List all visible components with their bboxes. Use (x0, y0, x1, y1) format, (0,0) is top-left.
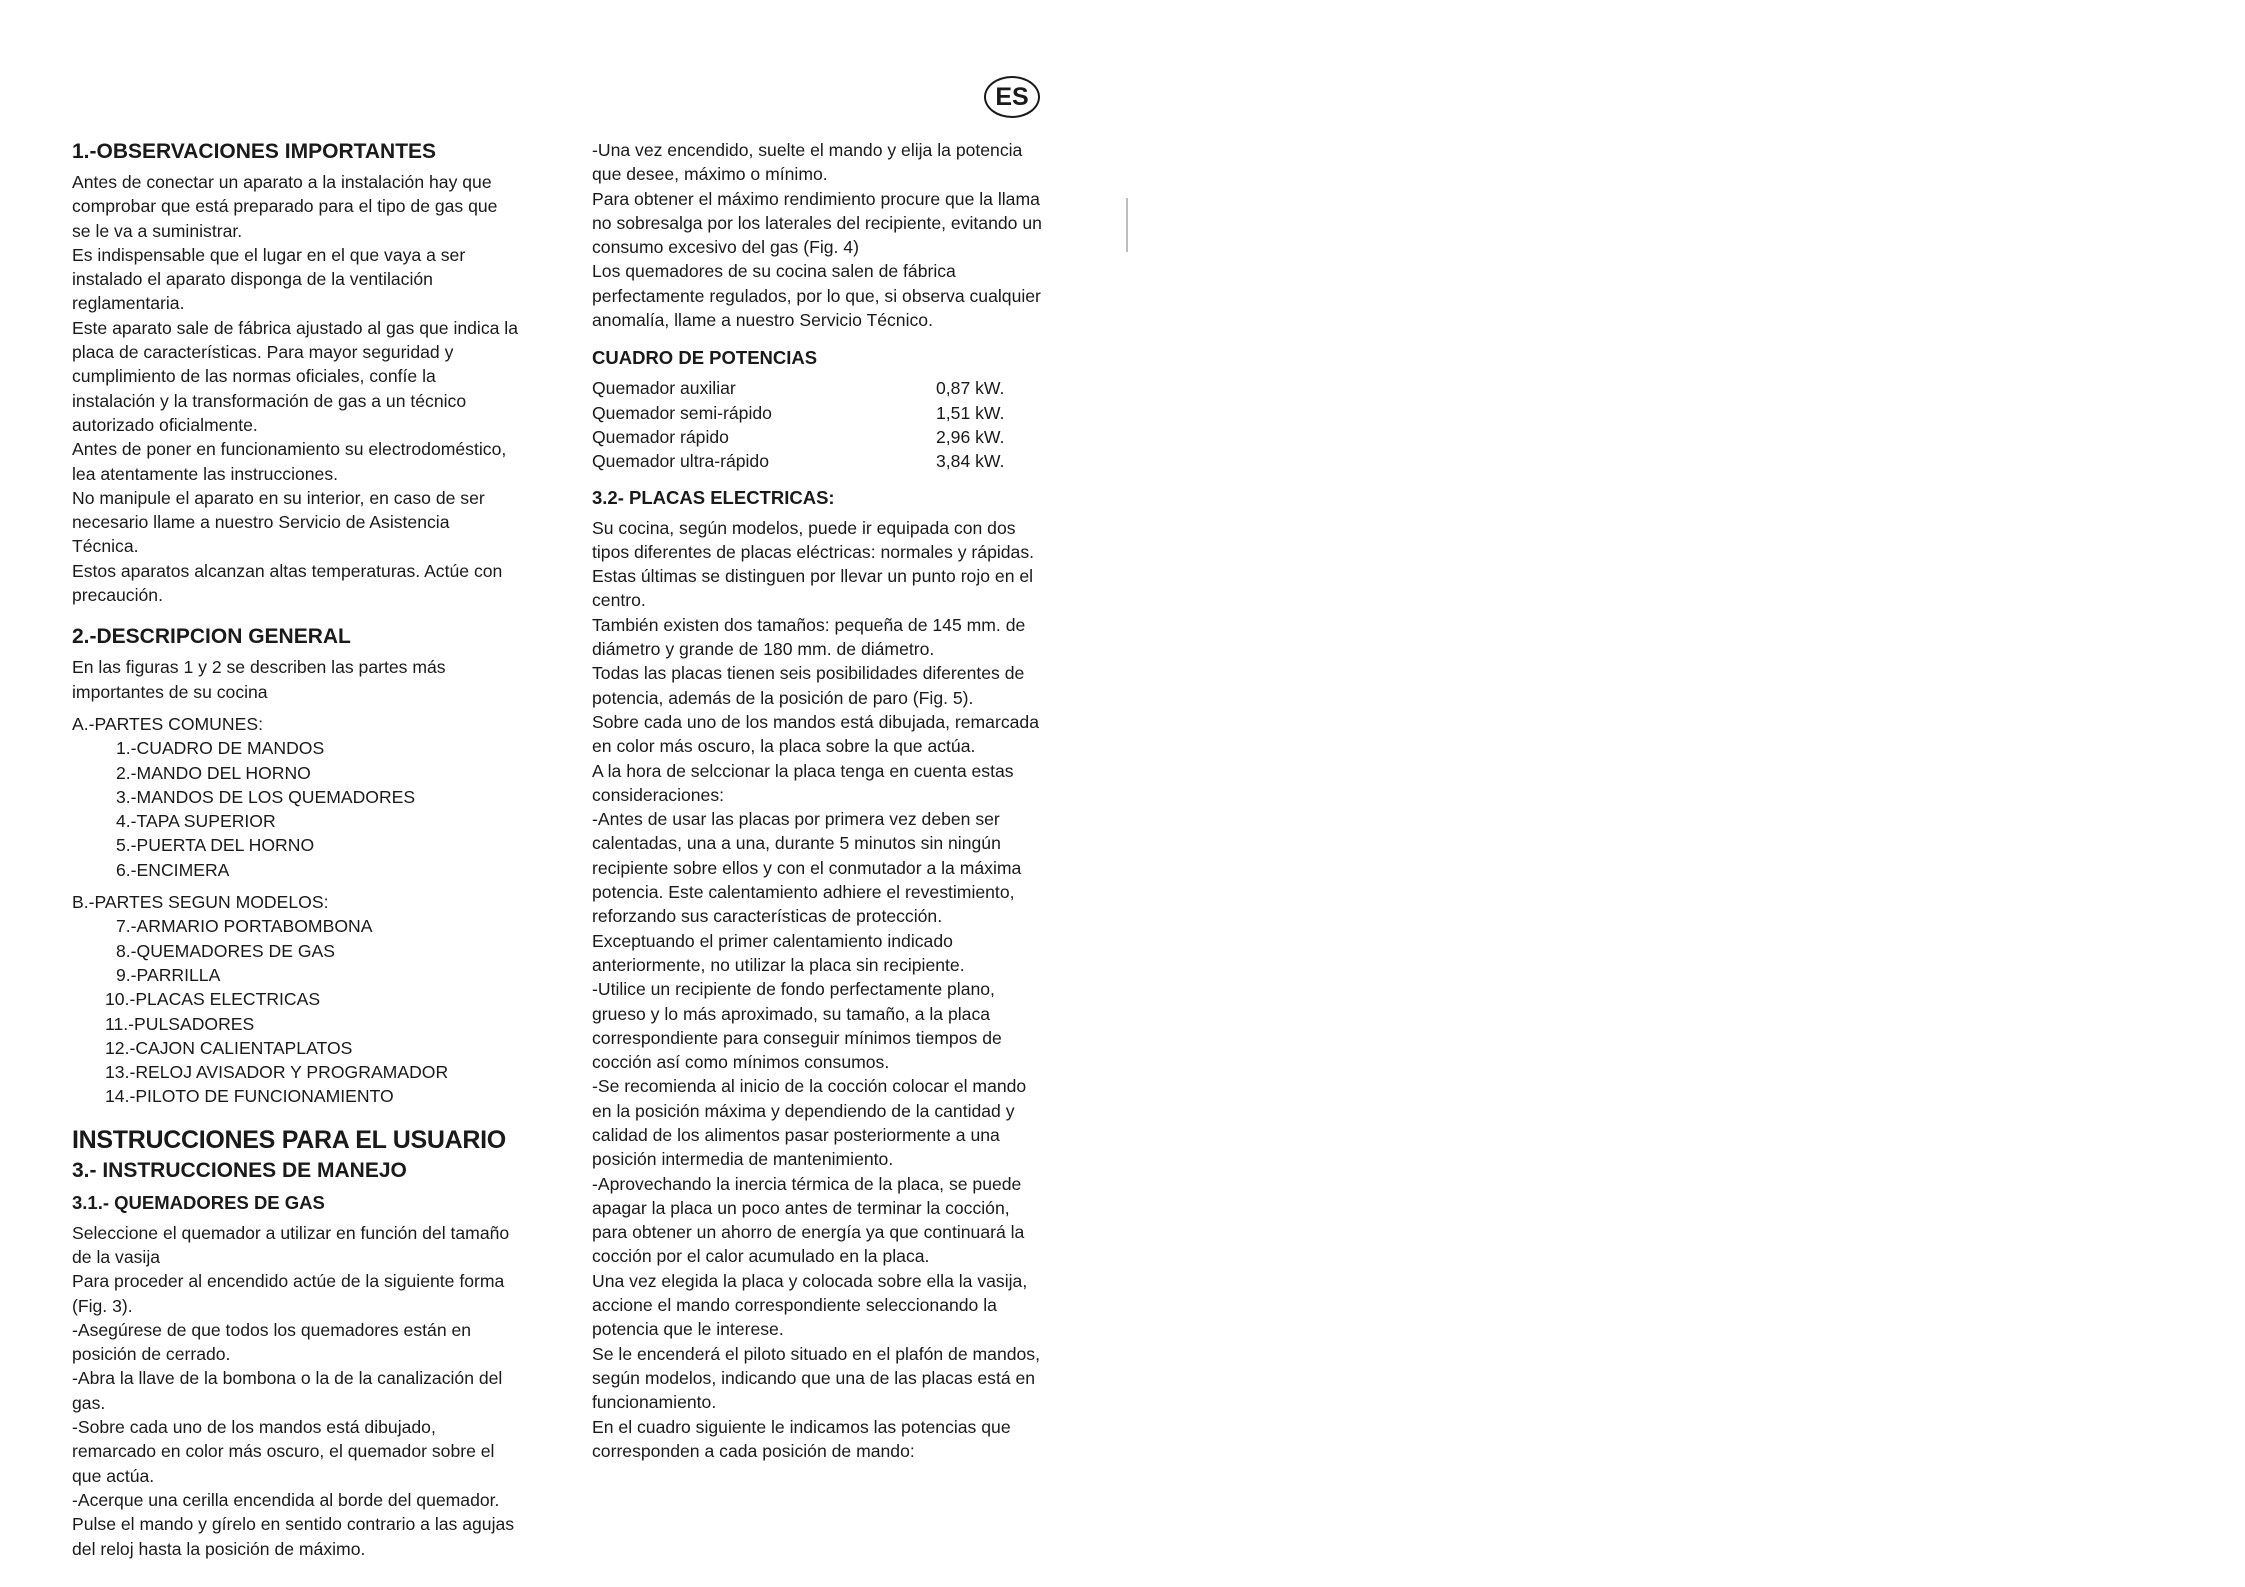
paragraph: Para proceder al encendido actúe de la siguiente forma (Fig. 3). (72, 1271, 505, 1316)
group-label: A.-PARTES COMUNES: (72, 713, 263, 734)
paragraph: Antes de conectar un aparato a la instalación hay que comprobar que está preparado para el tipo de gas que se le va a suministrar. (72, 172, 498, 241)
table-row (592, 401, 1004, 425)
parts-group-b (72, 890, 518, 1109)
subsection-title-quemadores: 3.1.- QUEMADORES DE GAS (72, 1191, 325, 1213)
paragraph: En las figuras 1 y 2 se describen las partes más importantes de su cocina (72, 657, 446, 702)
table-row (592, 425, 1004, 449)
section-title-manejo: 3.- INSTRUCCIONES DE MANEJO (72, 1158, 407, 1182)
paragraph: Estas últimas se distinguen por llevar un punto rojo en el centro. (592, 566, 1034, 611)
burner-name: Quemador auxiliar (592, 378, 736, 399)
margin-mark (1126, 198, 1128, 252)
instructions-heading: INSTRUCCIONES PARA EL USUARIO (72, 1125, 506, 1154)
paragraph: -Asegúrese de que todos los quemadores están en posición de cerrado. (72, 1319, 472, 1365)
paragraph: Es indispensable que el lugar en el que vaya a ser instalado el aparato disponga de la ventilación reglamentaria. (72, 244, 466, 314)
paragraph: Antes de poner en funcionamiento su electrodoméstico, lea atentamente las instrucciones. (72, 439, 507, 484)
burner-name: Quemador rápido (592, 426, 729, 447)
list-item: 13.-RELOJ AVISADOR Y PROGRAMADOR (105, 1062, 449, 1083)
paragraph: Su cocina, según modelos, puede ir equipada con dos tipos diferentes de placas eléctricas: normales y rápidas. (592, 517, 1035, 562)
left-column (72, 138, 518, 1561)
list-item: 11.-PULSADORES (105, 1013, 255, 1034)
right-column (592, 138, 1042, 1463)
paragraph: Se le encenderá el piloto situado en el plafón de mandos, según modelos, indicando que una de las placas está en funcionamiento. (592, 1343, 1040, 1413)
list-item: 2.-MANDO DEL HORNO (116, 762, 311, 783)
list-item: 14.-PILOTO DE FUNCIONAMIENTO (105, 1086, 394, 1107)
paragraph: Una vez elegida la placa y colocada sobre ella la vasija, accione el mando correspondiente seleccionando la potencia que le interese. (592, 1270, 1028, 1340)
paragraph: -Una vez encendido, suelte el mando y elija la potencia que desee, máximo o mínimo. (592, 140, 1023, 185)
burner-name: Quemador semi-rápido (592, 402, 772, 423)
paragraph: Seleccione el quemador a utilizar en función del tamaño de la vasija (72, 1222, 510, 1267)
burner-name: Quemador ultra-rápido (592, 451, 770, 472)
section-title-descripcion: 2.-DESCRIPCION GENERAL (72, 625, 351, 649)
paragraph: A la hora de selccionar la placa tenga en cuenta estas consideraciones: (592, 760, 1014, 805)
paragraph: -Sobre cada uno de los mandos está dibujado, remarcado en color más oscuro, el quemador sobre el que actúa. (72, 1417, 495, 1486)
paragraph: -Se recomienda al inicio de la cocción colocar el mando en la posición máxima y dependiendo de la cantidad y calidad de los alimentos pasar posteriormente a una posición intermedia de mantenimiento. (592, 1076, 1027, 1170)
paragraph: -Utilice un recipiente de fondo perfectamente plano, grueso y lo más aproximado, su tamaño, a la placa correspondiente para conseguir mínimos tiempos de cocción así como mínimos consumos. (592, 979, 1002, 1073)
group-label: B.-PARTES SEGUN MODELOS: (72, 892, 329, 913)
list-item: 1.-CUADRO DE MANDOS (116, 738, 325, 759)
list-item: 5.-PUERTA DEL HORNO (116, 835, 315, 856)
paragraph: -Antes de usar las placas por primera vez deben ser calentadas, una a una, durante 5 minutos sin ningún recipiente sobre ellos y con el conmutador a la máxima potencia. Este calentamiento adhiere el revestimiento, reforzando sus características de protección. (592, 809, 1022, 927)
parts-group-a (72, 712, 518, 882)
list-item: 12.-CAJON CALIENTAPLATOS (105, 1037, 353, 1058)
paragraph: Para obtener el máximo rendimiento procure que la llama no sobresalga por los laterales del recipiente, evitando un consumo excesivo del gas (Fig. 4) (592, 188, 1042, 258)
list-item: 3.-MANDOS DE LOS QUEMADORES (116, 786, 416, 807)
list-item: 4.-TAPA SUPERIOR (116, 811, 276, 832)
power-table-title: CUADRO DE POTENCIAS (592, 347, 818, 369)
paragraph: Este aparato sale de fábrica ajustado al gas que indica la placa de características. Para mayor seguridad y cumplimiento de las normas oficiales, confíe la instalación y la transformación de gas a un técnico autorizado oficialmente. (72, 317, 519, 435)
paragraph: Estos aparatos alcanzan altas temperaturas. Actúe con precaución. (72, 560, 503, 606)
burner-power: 1,51 kW. (936, 402, 1005, 423)
section-title-observaciones: 1.-OBSERVACIONES IMPORTANTES (72, 140, 437, 163)
paragraph: También existen dos tamaños: pequeña de 145 mm. de diámetro y grande de 180 mm. de diámetro. (592, 614, 1026, 660)
table-row (592, 449, 1004, 473)
paragraph: -Aprovechando la inercia térmica de la placa, se puede apagar la placa un poco antes de terminar la cocción, para obtener un ahorro de energía ya que continuará la cocción por el calor acumulado en la placa. (592, 1173, 1025, 1267)
power-table (592, 376, 1004, 473)
paragraph: -Abra la llave de la bombona o la de la canalización del gas. (72, 1368, 503, 1413)
paragraph: En el cuadro siguiente le indicamos las potencias que corresponden a cada posición de mando: (592, 1416, 1011, 1461)
list-item: 7.-ARMARIO PORTABOMBONA (116, 916, 373, 937)
subsection-title-placas: 3.2- PLACAS ELECTRICAS: (592, 486, 835, 508)
paragraph: -Acerque una cerilla encendida al borde del quemador. Pulse el mando y gírelo en sentido contrario a las agujas del reloj hasta la posición de máximo. (72, 1489, 515, 1559)
list-item: 9.-PARRILLA (116, 964, 221, 985)
burner-power: 3,84 kW. (936, 451, 1005, 472)
table-row (592, 376, 1004, 400)
paragraph: Exceptuando el primer calentamiento indicado anteriormente, no utilizar la placa sin recipiente. (592, 930, 965, 975)
paragraph: Sobre cada uno de los mandos está dibujada, remarcada en color más oscuro, la placa sobre la que actúa. (592, 711, 1039, 757)
language-badge: ES (984, 76, 1040, 118)
paragraph: No manipule el aparato en su interior, en caso de ser necesario llame a nuestro Servicio de Asistencia Técnica. (72, 487, 485, 557)
list-item: 8.-QUEMADORES DE GAS (116, 940, 335, 961)
list-item: 10.-PLACAS ELECTRICAS (105, 989, 321, 1010)
list-item: 6.-ENCIMERA (116, 859, 230, 880)
paragraph: Todas las placas tienen seis posibilidades diferentes de potencia, además de la posición de paro (Fig. 5). (592, 663, 1025, 708)
paragraph: Los quemadores de su cocina salen de fábrica perfectamente regulados, por lo que, si observa cualquier anomalía, llame a nuestro Servicio Técnico. (592, 261, 1041, 331)
burner-power: 2,96 kW. (936, 426, 1005, 447)
burner-power: 0,87 kW. (936, 378, 1005, 399)
